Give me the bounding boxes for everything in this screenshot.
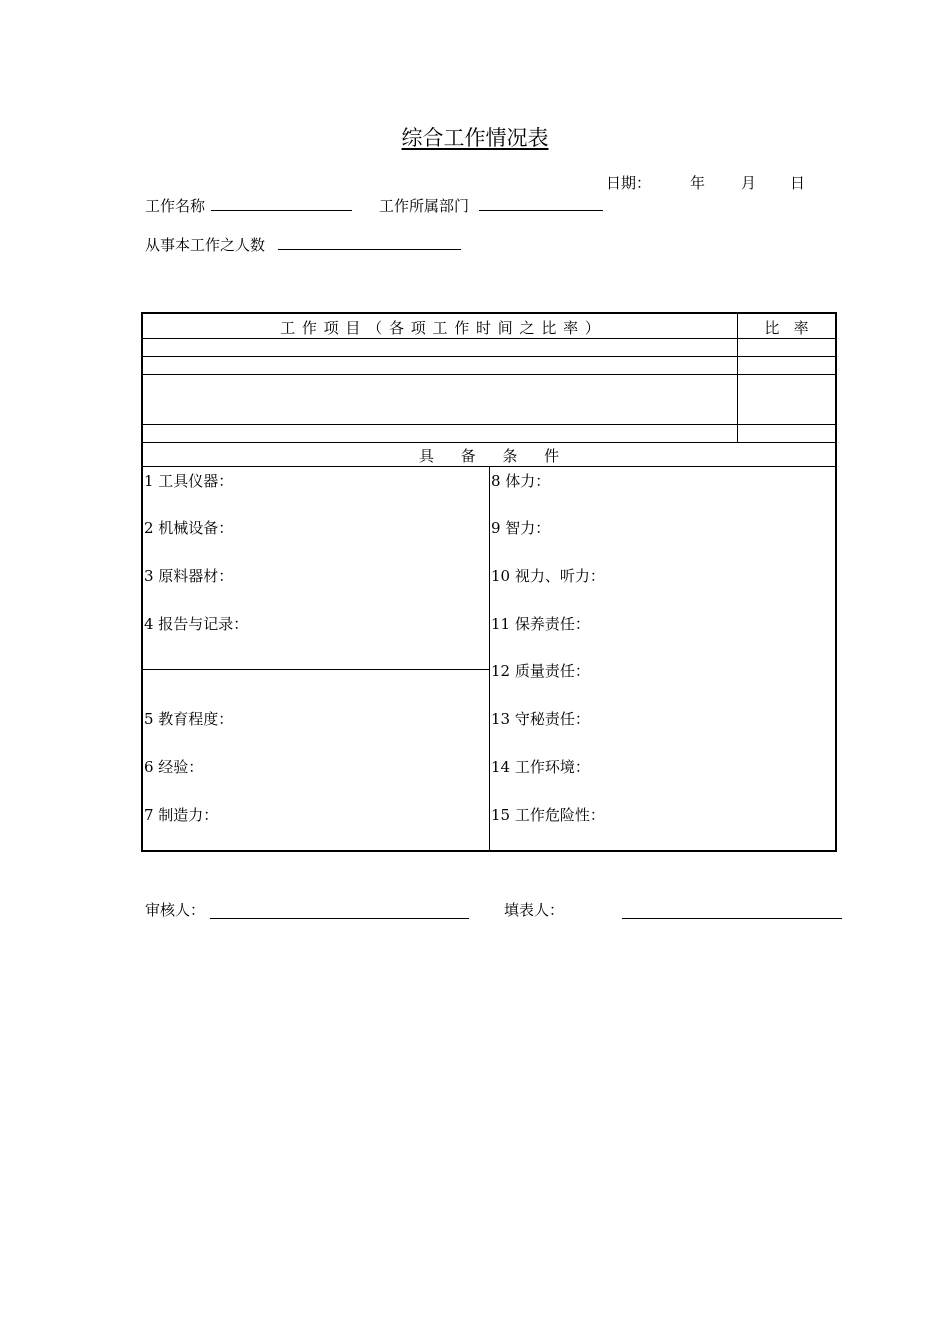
filler-label: 填表人： [504,901,565,919]
requirements-column-divider [489,466,490,850]
header-ratio: 比 率 [764,319,809,337]
req-item-vision-hearing: 10 视力、听力： [491,567,605,585]
date-day: 日 [790,174,806,192]
row-divider [143,356,835,357]
job-table [141,312,837,852]
requirements-title: 具 备 条 件 [418,447,560,465]
req-item-confidentiality: 13 守秘责任： [491,710,590,728]
row-divider [143,338,835,339]
req-item-physical: 8 体力： [491,472,551,490]
req-item-education: 5 教育程度： [144,710,234,728]
department-field[interactable] [479,195,603,211]
staff-count-label: 从事本工作之人数 [145,236,266,254]
req-item-machinery: 2 机械设备： [144,519,234,537]
date-label: 日期： [606,174,652,192]
header-job-item: 工 作 项 目 （ 各 项 工 作 时 间 之 比 率 ） [280,319,600,337]
req-item-experience: 6 经验： [144,758,204,776]
left-section-divider [143,669,489,670]
reviewer-label: 审核人： [145,901,206,919]
row-divider [143,442,835,443]
req-item-reports: 4 报告与记录： [144,615,249,633]
staff-count-field[interactable] [278,234,461,250]
ratio-column-divider [737,314,738,442]
req-item-materials: 3 原料器材： [144,567,234,585]
req-item-quality: 12 质量责任： [491,662,590,680]
job-name-field[interactable] [211,195,352,211]
form-title-text: 综合工作情况表 [401,126,549,150]
req-item-danger: 15 工作危险性： [491,806,605,824]
row-divider [143,424,835,425]
req-item-intelligence: 9 智力： [491,519,551,537]
req-item-creativity: 7 制造力： [144,806,219,824]
req-item-environment: 14 工作环境： [491,758,590,776]
reviewer-signature-line[interactable] [210,918,469,919]
row-divider [143,374,835,375]
req-item-tools: 1 工具仪器： [144,472,234,490]
req-item-maintenance: 11 保养责任： [491,615,590,633]
date-year: 年 [690,174,706,192]
filler-signature-line[interactable] [622,918,842,919]
job-name-label: 工作名称 [145,197,206,215]
date-month: 月 [741,174,757,192]
department-label: 工作所属部门 [379,197,470,215]
form-title [0,122,950,152]
